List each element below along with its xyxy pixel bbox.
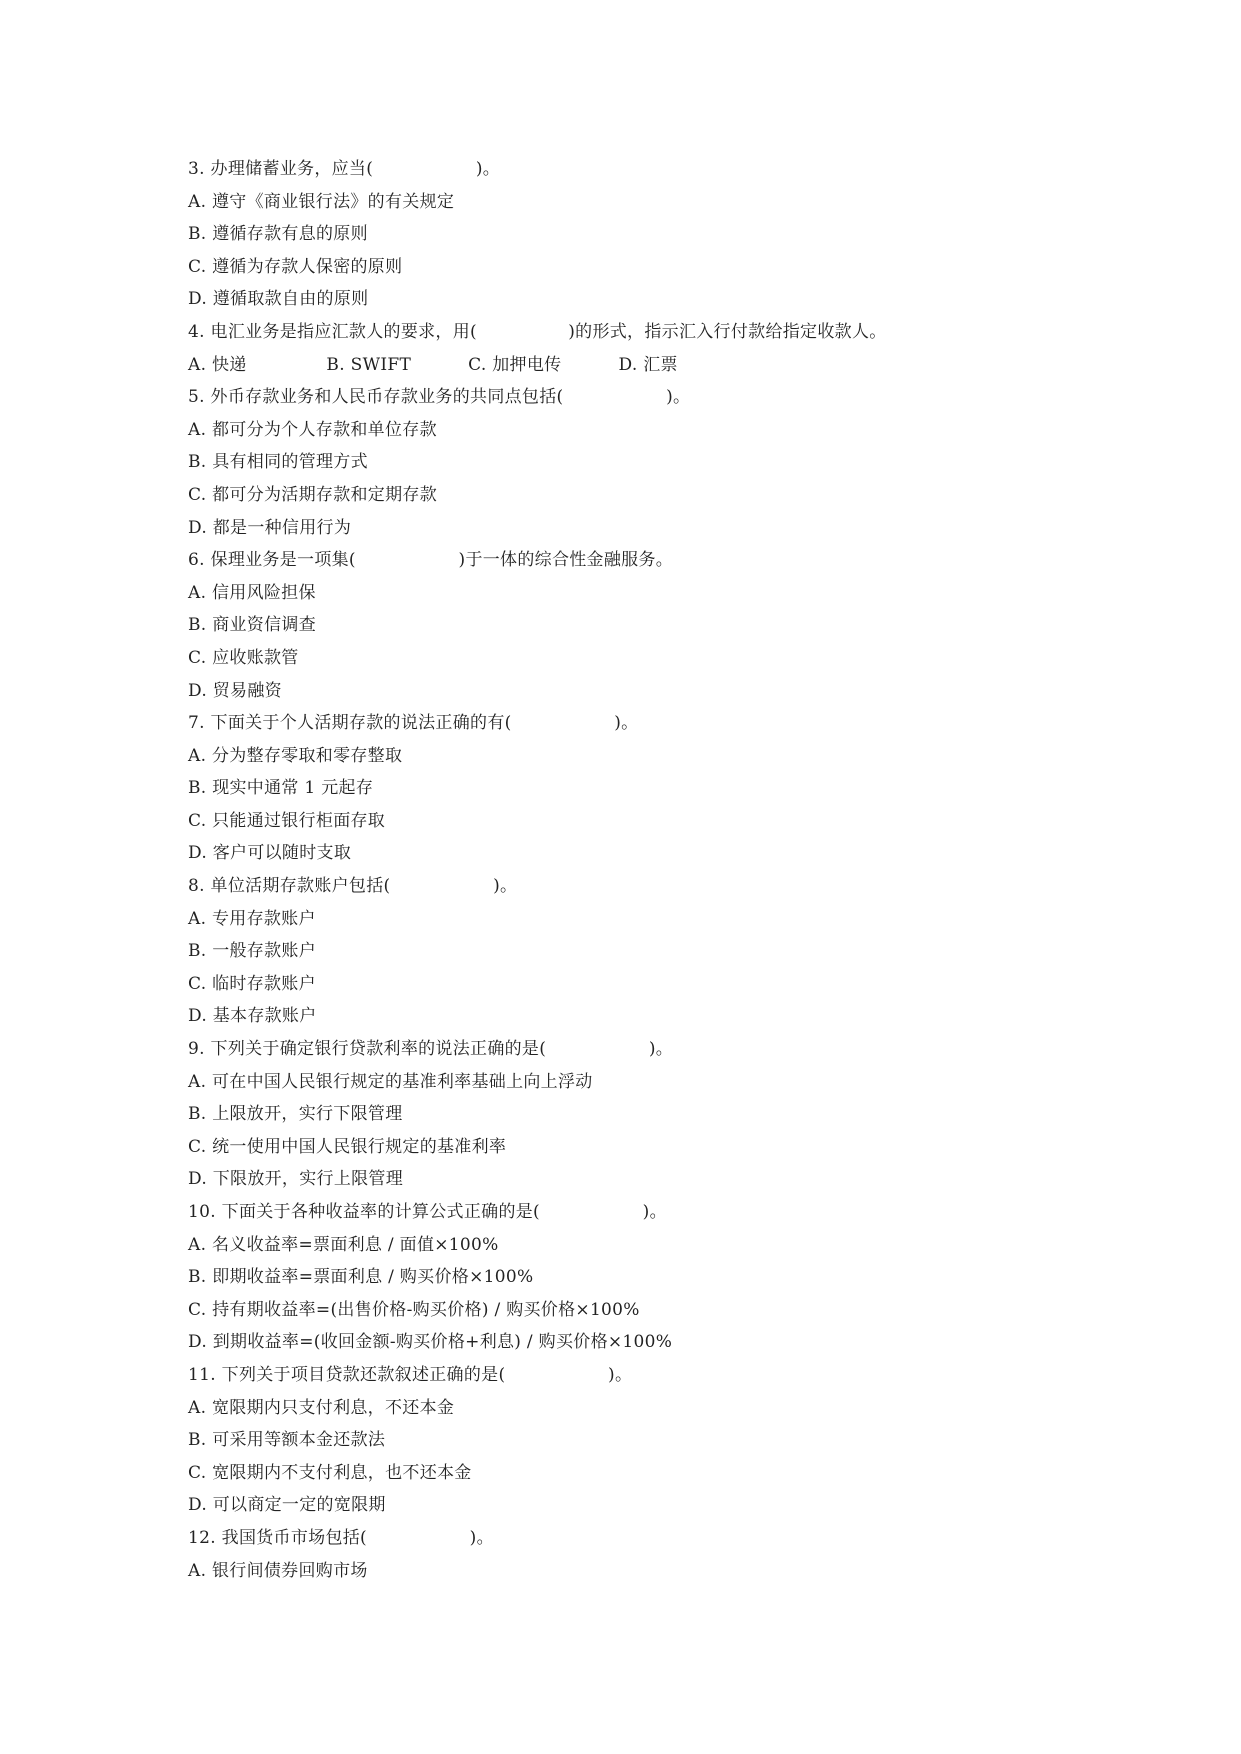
question-stem: 6. 保理业务是一项集( )于一体的综合性金融服务。 xyxy=(188,550,674,571)
answer-option: C. 持有期收益率=(出售价格-购买价格) / 购买价格×100% xyxy=(188,1299,640,1320)
answer-option: D. 都是一种信用行为 xyxy=(188,517,352,538)
question-stem: 8. 单位活期存款账户包括( )。 xyxy=(188,876,518,897)
answer-option: D. 客户可以随时支取 xyxy=(188,843,352,864)
question-stem: 5. 外币存款业务和人民币存款业务的共同点包括( )。 xyxy=(188,387,691,408)
answer-option: A. 宽限期内只支付利息，不还本金 xyxy=(188,1397,455,1418)
question-stem: 4. 电汇业务是指应汇款人的要求，用( )的形式，指示汇入行付款给指定收款人。 xyxy=(188,321,887,342)
answer-option: C. 都可分为活期存款和定期存款 xyxy=(188,484,438,505)
question-stem: 11. 下列关于项目贷款还款叙述正确的是( )。 xyxy=(188,1364,633,1385)
question-stem: 9. 下列关于确定银行贷款利率的说法正确的是( )。 xyxy=(188,1039,674,1060)
answer-option: C. 统一使用中国人民银行规定的基准利率 xyxy=(188,1136,507,1157)
answer-option: C. 只能通过银行柜面存取 xyxy=(188,810,386,831)
answer-option: A. 信用风险担保 xyxy=(188,582,316,603)
answer-option: C. 临时存款账户 xyxy=(188,973,316,994)
answer-option: C. 遵循为存款人保密的原则 xyxy=(188,256,403,277)
answer-option: D. 遵循取款自由的原则 xyxy=(188,289,369,310)
answer-option: D. 下限放开，实行上限管理 xyxy=(188,1169,404,1190)
answer-option: A. 专用存款账户 xyxy=(188,908,316,929)
answer-option: B. 可采用等额本金还款法 xyxy=(188,1430,386,1451)
answer-option: B. 即期收益率=票面利息 / 购买价格×100% xyxy=(188,1267,534,1288)
question-stem: 7. 下面关于个人活期存款的说法正确的有( )。 xyxy=(188,713,639,734)
question-stem: 12. 我国货币市场包括( )。 xyxy=(188,1527,494,1548)
answer-option: B. 现实中通常 1 元起存 xyxy=(188,778,374,799)
question-stem: 10. 下面关于各种收益率的计算公式正确的是( )。 xyxy=(188,1202,667,1222)
answer-option: C. 宽限期内不支付利息，也不还本金 xyxy=(188,1462,472,1483)
answer-option: A. 遵守《商业银行法》的有关规定 xyxy=(188,191,455,212)
question-list xyxy=(188,153,1088,1587)
answer-option: D. 基本存款账户 xyxy=(188,1006,317,1027)
answer-option: A. 银行间债券回购市场 xyxy=(188,1560,368,1581)
answer-option: B. 遵循存款有息的原则 xyxy=(188,224,368,245)
answer-option: D. 到期收益率=(收回金额-购买价格+利息) / 购买价格×100% xyxy=(188,1332,673,1353)
answer-option: A. 可在中国人民银行规定的基准利率基础上向上浮动 xyxy=(188,1071,593,1092)
answer-option: A. 快递 B. SWIFT C. 加押电传 D. 汇票 xyxy=(188,354,678,375)
answer-option: C. 应收账款管 xyxy=(188,647,299,668)
answer-option: D. 可以商定一定的宽限期 xyxy=(188,1495,386,1516)
answer-option: D. 贸易融资 xyxy=(188,680,282,701)
answer-option: A. 名义收益率=票面利息 / 面值×100% xyxy=(188,1234,499,1255)
answer-option: A. 分为整存零取和零存整取 xyxy=(188,745,403,766)
answer-option: A. 都可分为个人存款和单位存款 xyxy=(188,419,437,440)
answer-option: B. 上限放开，实行下限管理 xyxy=(188,1104,403,1125)
answer-option: B. 具有相同的管理方式 xyxy=(188,452,368,473)
answer-option: B. 商业资信调查 xyxy=(188,615,316,636)
question-stem: 3. 办理储蓄业务，应当( )。 xyxy=(188,159,501,179)
answer-option: B. 一般存款账户 xyxy=(188,941,316,962)
